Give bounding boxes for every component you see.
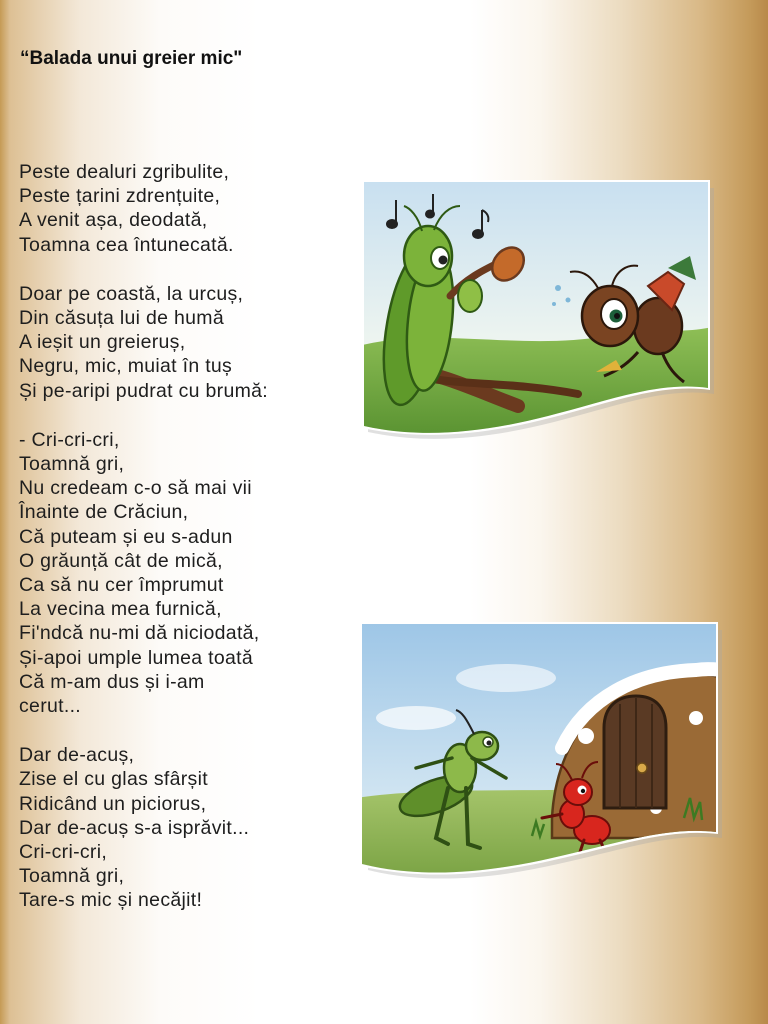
- stanza-4: [19, 743, 354, 912]
- poem-line: A venit așa, deodată,: [19, 209, 208, 232]
- poem-line: Și-apoi umple lumea toată: [19, 646, 254, 669]
- poem-line: O grăunță cât de mică,: [19, 549, 223, 572]
- poem-line: cerut...: [19, 695, 82, 718]
- poem-title: “Balada unui greier mic": [20, 48, 243, 69]
- poem-line: Tare-s mic și necăjit!: [19, 889, 203, 912]
- poem-body: [19, 160, 354, 938]
- poem-line: Ca să nu cer împrumut: [19, 574, 224, 597]
- poem-line: Peste țarini zdrențuite,: [19, 185, 221, 208]
- poem-line: A ieșit un greieruș,: [19, 331, 186, 354]
- poem-line: Cri-cri-cri,: [19, 841, 108, 864]
- cricket-at-ant-house-door-in-snow-icon: [356, 618, 722, 902]
- poem-line: Că puteam și eu s-adun: [19, 525, 233, 548]
- poem-line: Că m-am dus și i-am: [19, 670, 205, 693]
- cricket-door-illustration: [356, 618, 722, 902]
- poem-line: Toamnă gri,: [19, 453, 125, 476]
- poem-line: Doar pe coastă, la urcuș,: [19, 282, 244, 305]
- poem-line: Din căsuța lui de humă: [19, 307, 224, 330]
- poem-line: Ridicând un piciorus,: [19, 792, 207, 815]
- poem-line: - Cri-cri-cri,: [19, 428, 120, 451]
- cricket-guitar-illustration: [358, 176, 716, 458]
- stanza-2: [19, 282, 354, 403]
- poem-line: Dar de-acuș,: [19, 744, 135, 767]
- stanza-3: [19, 428, 354, 718]
- poem-line: Fi'ndcă nu-mi dă niciodată,: [19, 622, 260, 645]
- cricket-playing-guitar-with-ant-icon: [358, 176, 716, 458]
- poem-line: Toamnă gri,: [19, 865, 125, 888]
- poem-line: Negru, mic, muiat în tuș: [19, 355, 233, 378]
- poem-line: Nu credeam c-o să mai vii: [19, 477, 252, 500]
- poem-line: Și pe-aripi pudrat cu brumă:: [19, 379, 269, 402]
- poem-line: Dar de-acuș s-a isprăvit...: [19, 816, 250, 839]
- poem-line: Înainte de Crăciun,: [19, 501, 189, 524]
- poem-line: Peste dealuri zgribulite,: [19, 161, 230, 183]
- stanza-1: [19, 160, 354, 257]
- poem-line: La vecina mea furnică,: [19, 598, 222, 621]
- poem-line: Toamna cea întunecată.: [19, 233, 234, 256]
- poem-line: Zise el cu glas sfârșit: [19, 768, 208, 791]
